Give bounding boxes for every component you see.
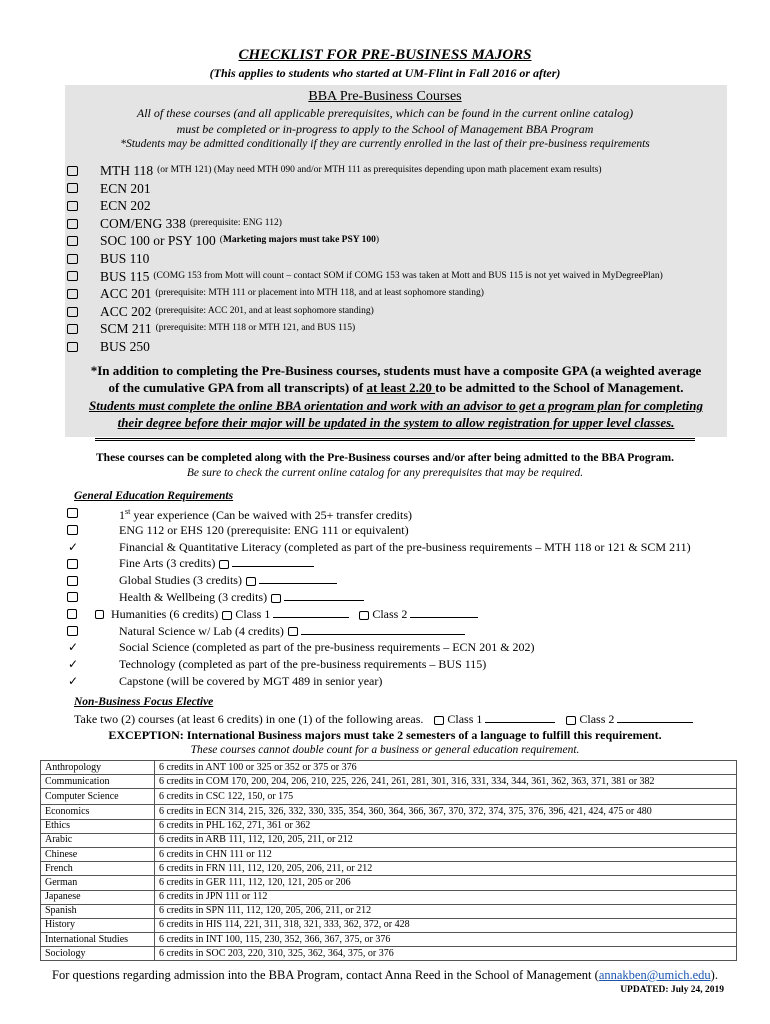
- catalog-prerequisite-note: Be sure to check the current online catalog for any prerequisites that may be required.: [186, 467, 584, 479]
- gen-ed-checklist: [67, 505, 737, 690]
- table-row: [41, 761, 737, 775]
- gen-ed-item: [67, 539, 737, 556]
- table-row: [41, 904, 737, 918]
- bba-intro-line-1: All of these courses (and all applicable prerequisites, which can be found in the current online catalog): [136, 106, 634, 120]
- checkmark-icon: ✓: [68, 657, 79, 672]
- course-checkbox[interactable]: [67, 183, 78, 193]
- checkmark-icon: ✓: [68, 640, 79, 655]
- course-item: [67, 250, 727, 268]
- area-name: German: [41, 876, 155, 890]
- course-item: [67, 215, 727, 233]
- gen-ed-item: [67, 555, 737, 572]
- area-name: Arabic: [41, 833, 155, 847]
- course-checkbox[interactable]: [67, 219, 78, 229]
- page-title: CHECKLIST FOR PRE-BUSINESS MAJORS: [238, 47, 532, 63]
- gen-ed-item: [67, 639, 737, 656]
- area-name: History: [41, 918, 155, 932]
- gen-ed-item: [67, 505, 737, 522]
- gen-ed-checkbox[interactable]: [67, 508, 78, 518]
- exception-note: EXCEPTION: International Business majors must take 2 semesters of a language to fulfill this requirement.: [108, 728, 662, 742]
- area-courses: 6 credits in GER 111, 112, 120, 121, 205 or 206: [155, 876, 737, 890]
- table-row: [41, 833, 737, 847]
- class1-checkbox[interactable]: [222, 611, 232, 620]
- table-row: [41, 890, 737, 904]
- table-row: [41, 775, 737, 789]
- area-courses: 6 credits in ANT 100 or 325 or 352 or 375 or 376: [155, 761, 737, 775]
- bba-section-title: BBA Pre-Business Courses: [308, 89, 462, 104]
- area-name: Sociology: [41, 947, 155, 961]
- elective-class2-checkbox[interactable]: [566, 716, 576, 725]
- course-checkbox[interactable]: [246, 577, 256, 586]
- course-item: [67, 180, 727, 198]
- gen-ed-item: [67, 572, 737, 589]
- gen-ed-text: Fine Arts (3 credits): [119, 555, 314, 572]
- gen-ed-text: 1st year experience (Can be waived with 25+ transfer credits): [119, 506, 412, 522]
- orientation-line-2: their degree before their major will be updated in the system to allow registration for upper level classes.: [117, 415, 675, 430]
- area-name: Ethics: [41, 819, 155, 833]
- area-name: French: [41, 862, 155, 876]
- course-entry-blank[interactable]: [232, 555, 314, 567]
- bba-intro-line-3: *Students may be admitted conditionally if they are currently enrolled in the last of their pre-business requirements: [120, 138, 650, 150]
- concurrent-courses-note: These courses can be completed along with the Pre-Business courses and/or after being admitted to the BBA Program.: [96, 452, 674, 464]
- gen-ed-text: Social Science (completed as part of the pre-business requirements – ECN 201 & 202): [119, 640, 535, 655]
- course-note: (COMG 153 from Mott will count – contact SOM if COMG 153 was taken at Mott and BUS 115 is not yet waived in MyDegreePlan): [153, 270, 663, 281]
- table-row: [41, 918, 737, 932]
- gen-ed-item: [67, 623, 737, 640]
- gen-ed-checkbox[interactable]: [67, 592, 78, 602]
- table-row: [41, 819, 737, 833]
- elective-areas-table: [40, 760, 737, 961]
- humanities-checkbox[interactable]: [95, 610, 104, 619]
- area-courses: 6 credits in ARB 111, 112, 120, 205, 211, or 212: [155, 833, 737, 847]
- gen-ed-text: Health & Wellbeing (3 credits): [119, 589, 364, 606]
- area-courses: 6 credits in HIS 114, 221, 311, 318, 321, 333, 362, 372, or 428: [155, 918, 737, 932]
- course-checkbox[interactable]: [271, 594, 281, 603]
- course-note: (prerequisite: MTH 111 or placement into MTH 118, and at least sophomore standing): [155, 288, 484, 299]
- bba-intro-line-2: must be completed or in-progress to apply to the School of Management BBA Program: [176, 122, 594, 136]
- area-name: Spanish: [41, 904, 155, 918]
- gen-ed-item: [67, 589, 737, 606]
- course-checkbox[interactable]: [67, 324, 78, 334]
- area-courses: 6 credits in CHN 111 or 112: [155, 847, 737, 861]
- section-divider: [95, 438, 695, 441]
- gen-ed-text: Global Studies (3 credits): [119, 572, 337, 589]
- contact-email-link[interactable]: annakben@umich.edu: [598, 968, 711, 982]
- course-checkbox[interactable]: [67, 289, 78, 299]
- course-note: (prerequisite: ENG 112): [189, 217, 282, 228]
- course-checkbox[interactable]: [67, 342, 78, 352]
- area-name: International Studies: [41, 933, 155, 947]
- course-entry-blank[interactable]: [301, 623, 465, 635]
- gen-ed-item: [67, 606, 737, 623]
- gpa-minimum: at least 2.20: [366, 380, 436, 395]
- area-courses: 6 credits in CSC 122, 150, or 175: [155, 789, 737, 805]
- area-courses: 6 credits in INT 100, 115, 230, 352, 366, 367, 375, or 376: [155, 933, 737, 947]
- table-row: [41, 789, 737, 805]
- elective-class1-checkbox[interactable]: [434, 716, 444, 725]
- table-row: [41, 847, 737, 861]
- gen-ed-text: Technology (completed as part of the pre-business requirements – BUS 115): [119, 657, 487, 672]
- elective-heading: Non-Business Focus Elective: [74, 696, 214, 708]
- gpa-line-1: *In addition to completing the Pre-Business courses, students must have a composite GPA (a weighted average: [90, 363, 702, 378]
- course-name: COM/ENG 338: [100, 215, 186, 231]
- class2-blank[interactable]: [410, 606, 478, 618]
- course-name: ECN 201: [100, 180, 151, 196]
- gen-ed-heading: General Education Requirements: [74, 490, 234, 502]
- gen-ed-text: Natural Science w/ Lab (4 credits): [119, 623, 465, 640]
- area-courses: 6 credits in COM 170, 200, 204, 206, 210, 225, 226, 241, 261, 281, 301, 316, 331, 334, 344, 361, 362, 363, 371, 381 or 382: [155, 775, 737, 789]
- gen-ed-text: Capstone (will be covered by MGT 489 in senior year): [119, 673, 383, 688]
- table-row: [41, 805, 737, 819]
- gen-ed-item: [67, 673, 737, 690]
- course-item: [67, 285, 727, 303]
- area-name: Economics: [41, 805, 155, 819]
- area-courses: 6 credits in ECN 314, 215, 326, 332, 330, 335, 354, 360, 364, 366, 367, 370, 372, 374, 375, 376, 396, 421, 424, 475 or 480: [155, 805, 737, 819]
- class1-blank[interactable]: [273, 606, 349, 618]
- course-name: ACC 202: [100, 303, 152, 319]
- table-row: [41, 876, 737, 890]
- area-name: Japanese: [41, 890, 155, 904]
- gpa-requirement: [65, 362, 727, 396]
- gen-ed-text: Humanities (6 credits) Class 1 Class 2: [111, 606, 478, 623]
- area-courses: 6 credits in SPN 111, 112, 120, 205, 206, 211, or 212: [155, 904, 737, 918]
- course-note: (prerequisite: ACC 201, and at least sophomore standing): [155, 305, 374, 316]
- course-item: [67, 232, 727, 250]
- course-name: SOC 100 or PSY 100: [100, 233, 216, 249]
- course-item: [67, 268, 727, 286]
- no-double-count-note: These courses cannot double count for a business or general education requirement.: [190, 744, 580, 756]
- course-name: BUS 115: [100, 268, 150, 284]
- orientation-line-1: Students must complete the online BBA orientation and work with an advisor to get a program plan for completing: [89, 398, 703, 413]
- area-courses: 6 credits in PHL 162, 271, 361 or 362: [155, 819, 737, 833]
- gen-ed-text: Financial & Quantitative Literacy (completed as part of the pre-business requirements – MTH 118 or 121 & SCM 211): [119, 539, 691, 554]
- course-name: MTH 118: [100, 163, 154, 178]
- area-name: Chinese: [41, 847, 155, 861]
- course-name: ECN 202: [100, 198, 151, 214]
- course-note: (Marketing majors must take PSY 100): [219, 235, 380, 246]
- area-courses: 6 credits in SOC 203, 220, 310, 325, 362, 364, 375, or 376: [155, 947, 737, 961]
- class2-checkbox[interactable]: [359, 611, 369, 620]
- course-checkbox[interactable]: [219, 560, 229, 569]
- gen-ed-checkbox[interactable]: [67, 525, 78, 535]
- course-item: [67, 320, 727, 338]
- course-checkbox[interactable]: [288, 627, 298, 636]
- course-name: ACC 201: [100, 286, 152, 302]
- area-courses: 6 credits in FRN 111, 112, 120, 205, 206, 211, or 212: [155, 862, 737, 876]
- checkmark-icon: ✓: [68, 539, 79, 554]
- course-item: [67, 338, 727, 356]
- area-courses: 6 credits in JPN 111 or 112: [155, 890, 737, 904]
- course-note: (or MTH 121) (May need MTH 090 and/or MTH 111 as prerequisites depending upon math placement exam results): [157, 165, 602, 175]
- marketing-note: Marketing majors must take PSY 100: [222, 235, 376, 246]
- gen-ed-item: [67, 522, 737, 539]
- course-checkbox[interactable]: [67, 307, 78, 317]
- course-checkbox[interactable]: [67, 254, 78, 264]
- elective-class1-blank[interactable]: [485, 711, 555, 723]
- course-checkbox[interactable]: [67, 201, 78, 211]
- area-name: Anthropology: [41, 761, 155, 775]
- table-row: [41, 933, 737, 947]
- course-name: BUS 110: [100, 250, 150, 266]
- gen-ed-checkbox[interactable]: [67, 559, 78, 569]
- elective-class2-blank[interactable]: [617, 711, 693, 723]
- course-name: SCM 211: [100, 321, 152, 337]
- gen-ed-checkbox[interactable]: [67, 576, 78, 586]
- page-subtitle: (This applies to students who started at UM-Flint in Fall 2016 or after): [209, 66, 561, 80]
- course-item: [67, 303, 727, 321]
- contact-info: For questions regarding admission into the BBA Program, contact Anna Reed in the School of Management (annakben@umich.edu).: [52, 968, 718, 982]
- course-checkbox[interactable]: [67, 271, 78, 281]
- course-checkbox[interactable]: [67, 236, 78, 246]
- elective-instructions: Take two (2) courses (at least 6 credits) in one (1) of the following areas. Class 1 Class 2: [74, 711, 693, 727]
- area-name: Computer Science: [41, 789, 155, 805]
- course-entry-blank[interactable]: [284, 589, 364, 601]
- gen-ed-item: [67, 656, 737, 673]
- table-row: [41, 947, 737, 961]
- gen-ed-checkbox[interactable]: [67, 609, 77, 619]
- orientation-requirement: [65, 397, 727, 431]
- course-item: [67, 162, 727, 180]
- bba-course-checklist: [67, 162, 727, 356]
- gen-ed-text: ENG 112 or EHS 120 (prerequisite: ENG 111 or equivalent): [119, 522, 409, 537]
- gpa-line-2: of the cumulative GPA from all transcripts) of at least 2.20 to be admitted to the School of Management.: [108, 380, 684, 395]
- updated-date: UPDATED: July 24, 2019: [620, 985, 724, 995]
- gen-ed-checkbox[interactable]: [67, 626, 78, 636]
- area-name: Communication: [41, 775, 155, 789]
- table-row: [41, 862, 737, 876]
- course-note: (prerequisite: MTH 118 or MTH 121, and BUS 115): [155, 323, 356, 334]
- course-name: BUS 250: [100, 338, 150, 354]
- course-entry-blank[interactable]: [259, 572, 337, 584]
- course-item: [67, 197, 727, 215]
- course-checkbox[interactable]: [67, 166, 78, 176]
- checkmark-icon: ✓: [68, 673, 79, 688]
